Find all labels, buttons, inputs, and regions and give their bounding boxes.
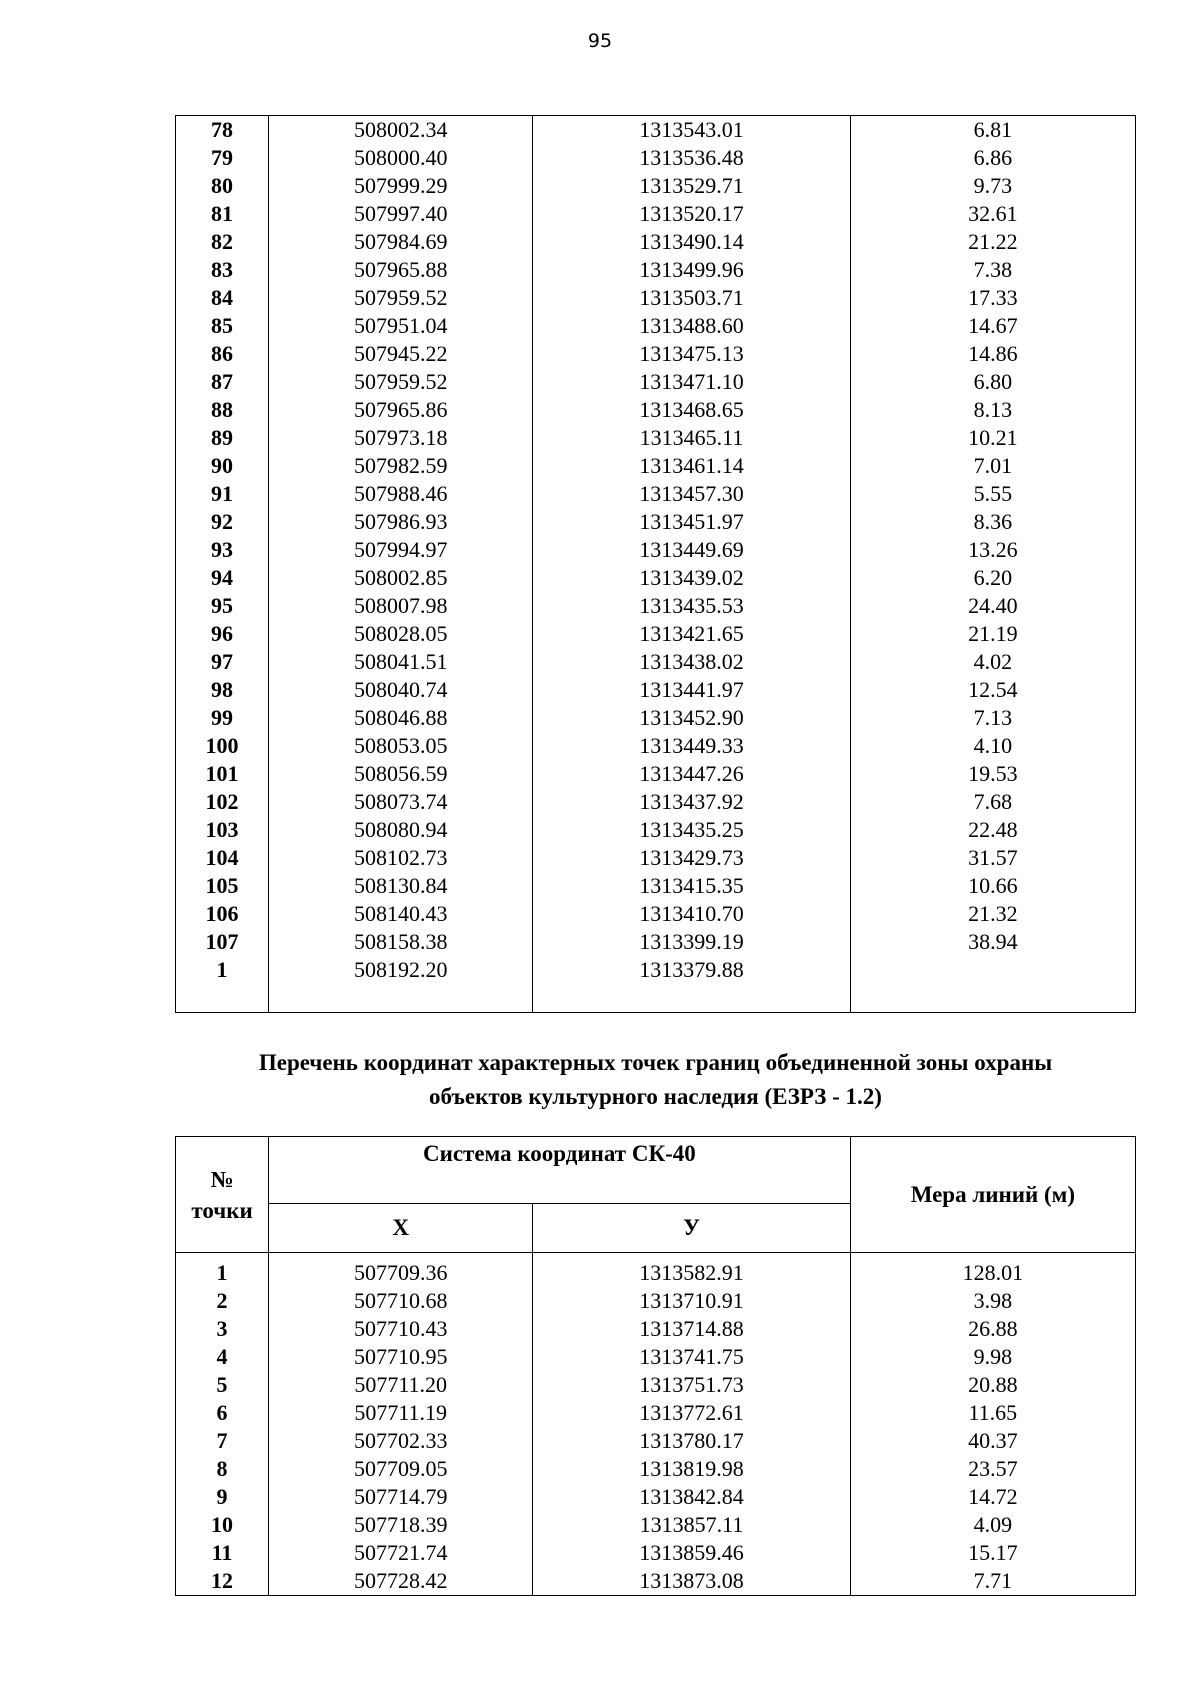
x-coordinate-cell: 508102.73: [269, 844, 533, 872]
y-coordinate-cell: 1313438.02: [533, 648, 850, 676]
line-length-cell: 10.66: [850, 872, 1135, 900]
point-number-cell: 94: [176, 564, 269, 592]
y-coordinate-cell: 1313499.96: [533, 256, 850, 284]
point-number-cell: 81: [176, 200, 269, 228]
x-column-header: Х: [269, 1204, 533, 1253]
point-number-cell: 84: [176, 284, 269, 312]
y-coordinate-cell: 1313857.11: [533, 1511, 850, 1539]
y-coordinate-cell: 1313873.08: [533, 1567, 850, 1596]
point-number-cell: 93: [176, 536, 269, 564]
point-number-cell: 100: [176, 732, 269, 760]
x-coordinate-cell: 508140.43: [269, 900, 533, 928]
point-number-header: [176, 1137, 269, 1253]
y-coordinate-cell: 1313437.92: [533, 788, 850, 816]
line-length-cell: 38.94: [850, 928, 1135, 956]
point-number-cell: 86: [176, 340, 269, 368]
point-number-cell: 1: [176, 956, 269, 984]
x-coordinate-cell: 507965.88: [269, 256, 533, 284]
line-length-cell: 4.02: [850, 648, 1135, 676]
table-row: [176, 1511, 1136, 1539]
line-length-cell: 7.01: [850, 452, 1135, 480]
x-coordinate-cell: 508002.34: [269, 116, 533, 145]
point-number-cell: 106: [176, 900, 269, 928]
empty-cell: [850, 984, 1135, 1013]
table-row: [176, 1371, 1136, 1399]
table-row: [176, 144, 1136, 172]
table-row: [176, 452, 1136, 480]
x-coordinate-cell: 507965.86: [269, 396, 533, 424]
point-number-cell: 103: [176, 816, 269, 844]
table-row: [176, 368, 1136, 396]
point-number-cell: 2: [176, 1287, 269, 1315]
point-number-cell: 6: [176, 1399, 269, 1427]
x-coordinate-cell: 507984.69: [269, 228, 533, 256]
line-length-cell: 7.68: [850, 788, 1135, 816]
x-coordinate-cell: 508041.51: [269, 648, 533, 676]
table-row: [176, 592, 1136, 620]
point-number-cell: 99: [176, 704, 269, 732]
heading-line-2: объектов культурного наследия (ЕЗРЗ - 1.2): [429, 1084, 882, 1109]
table-row: [176, 1567, 1136, 1596]
table-row: [176, 480, 1136, 508]
table-row: [176, 172, 1136, 200]
line-length-cell: 128.01: [850, 1253, 1135, 1288]
table-row: [176, 284, 1136, 312]
table-row: [176, 508, 1136, 536]
table-row: [176, 676, 1136, 704]
y-coordinate-cell: 1313451.97: [533, 508, 850, 536]
y-coordinate-cell: 1313421.65: [533, 620, 850, 648]
table-row: [176, 760, 1136, 788]
point-number-cell: 107: [176, 928, 269, 956]
table-row: [176, 1483, 1136, 1511]
line-length-cell: 6.81: [850, 116, 1135, 145]
y-coordinate-cell: 1313379.88: [533, 956, 850, 984]
x-coordinate-cell: 508046.88: [269, 704, 533, 732]
table-row: [176, 1539, 1136, 1567]
line-length-cell: 8.13: [850, 396, 1135, 424]
x-coordinate-cell: 507718.39: [269, 1511, 533, 1539]
line-length-cell: 6.80: [850, 368, 1135, 396]
point-number-cell: 9: [176, 1483, 269, 1511]
y-coordinate-cell: 1313710.91: [533, 1287, 850, 1315]
point-number-cell: 88: [176, 396, 269, 424]
line-length-cell: 11.65: [850, 1399, 1135, 1427]
x-coordinate-cell: 508056.59: [269, 760, 533, 788]
x-coordinate-cell: 507994.97: [269, 536, 533, 564]
table-row: [176, 1287, 1136, 1315]
empty-cell: [176, 984, 269, 1013]
x-coordinate-cell: 507959.52: [269, 368, 533, 396]
empty-cell: [269, 984, 533, 1013]
y-coordinate-cell: 1313429.73: [533, 844, 850, 872]
point-number-cell: 85: [176, 312, 269, 340]
table-row: [176, 620, 1136, 648]
line-length-cell: 14.67: [850, 312, 1135, 340]
x-coordinate-cell: 507710.95: [269, 1343, 533, 1371]
point-number-header-line-1: №: [210, 1166, 234, 1192]
x-coordinate-cell: 507709.05: [269, 1455, 533, 1483]
y-coordinate-cell: 1313714.88: [533, 1315, 850, 1343]
x-coordinate-cell: 508053.05: [269, 732, 533, 760]
point-number-cell: 7: [176, 1427, 269, 1455]
table-row: [176, 424, 1136, 452]
table-row: [176, 900, 1136, 928]
y-coordinate-cell: 1313465.11: [533, 424, 850, 452]
point-number-cell: 3: [176, 1315, 269, 1343]
y-coordinate-cell: 1313780.17: [533, 1427, 850, 1455]
table-row: [176, 1343, 1136, 1371]
point-number-cell: 92: [176, 508, 269, 536]
x-coordinate-cell: 507728.42: [269, 1567, 533, 1596]
point-number-cell: 97: [176, 648, 269, 676]
x-coordinate-cell: 508130.84: [269, 872, 533, 900]
y-coordinate-cell: 1313435.25: [533, 816, 850, 844]
table-row: [176, 312, 1136, 340]
y-coordinate-cell: 1313859.46: [533, 1539, 850, 1567]
line-length-cell: 9.73: [850, 172, 1135, 200]
x-coordinate-cell: 507711.20: [269, 1371, 533, 1399]
x-coordinate-cell: 508158.38: [269, 928, 533, 956]
line-length-cell: 21.22: [850, 228, 1135, 256]
line-length-cell: 20.88: [850, 1371, 1135, 1399]
point-number-cell: 8: [176, 1455, 269, 1483]
y-coordinate-cell: 1313415.35: [533, 872, 850, 900]
table-row: [176, 928, 1136, 956]
y-coordinate-cell: 1313471.10: [533, 368, 850, 396]
point-number-cell: 91: [176, 480, 269, 508]
table-row: [176, 228, 1136, 256]
line-length-cell: 19.53: [850, 760, 1135, 788]
y-coordinate-cell: 1313582.91: [533, 1253, 850, 1288]
y-coordinate-cell: 1313439.02: [533, 564, 850, 592]
table-row: [176, 396, 1136, 424]
coordinates-table-body: [176, 1253, 1136, 1596]
x-coordinate-cell: 507945.22: [269, 340, 533, 368]
x-coordinate-cell: 507986.93: [269, 508, 533, 536]
x-coordinate-cell: 507709.36: [269, 1253, 533, 1288]
x-coordinate-cell: 508040.74: [269, 676, 533, 704]
point-number-header-line-2: точки: [191, 1197, 253, 1223]
table-row: [176, 1427, 1136, 1455]
line-length-cell: 26.88: [850, 1315, 1135, 1343]
y-coordinate-cell: 1313457.30: [533, 480, 850, 508]
x-coordinate-cell: 508007.98: [269, 592, 533, 620]
point-number-cell: 82: [176, 228, 269, 256]
coordinates-table-ezrz: [175, 1136, 1136, 1596]
point-number-cell: 11: [176, 1539, 269, 1567]
x-coordinate-cell: 507951.04: [269, 312, 533, 340]
table-heading: [175, 1046, 1136, 1114]
table-header: [176, 1137, 1136, 1253]
line-length-cell: 12.54: [850, 676, 1135, 704]
line-length-cell: 15.17: [850, 1539, 1135, 1567]
line-length-cell: 7.71: [850, 1567, 1135, 1596]
heading-line-1: Перечень координат характерных точек границ объединенной зоны охраны: [258, 1050, 1053, 1075]
x-coordinate-cell: 507710.68: [269, 1287, 533, 1315]
y-coordinate-cell: 1313447.26: [533, 760, 850, 788]
line-length-cell: 24.40: [850, 592, 1135, 620]
point-number-cell: 4: [176, 1343, 269, 1371]
point-number-cell: 101: [176, 760, 269, 788]
x-coordinate-cell: 508000.40: [269, 144, 533, 172]
table-row: [176, 732, 1136, 760]
table-row: [176, 564, 1136, 592]
table-row: [176, 340, 1136, 368]
y-coordinate-cell: 1313543.01: [533, 116, 850, 145]
x-coordinate-cell: 507997.40: [269, 200, 533, 228]
line-length-cell: 14.72: [850, 1483, 1135, 1511]
x-coordinate-cell: 507988.46: [269, 480, 533, 508]
table-row: [176, 1315, 1136, 1343]
line-length-cell: 17.33: [850, 284, 1135, 312]
line-length-cell: 10.21: [850, 424, 1135, 452]
y-coordinate-cell: 1313536.48: [533, 144, 850, 172]
x-coordinate-cell: 507959.52: [269, 284, 533, 312]
x-coordinate-cell: 507982.59: [269, 452, 533, 480]
table-row: [176, 1253, 1136, 1288]
y-coordinate-cell: 1313488.60: [533, 312, 850, 340]
line-length-cell: 6.20: [850, 564, 1135, 592]
y-coordinate-cell: 1313520.17: [533, 200, 850, 228]
x-coordinate-cell: 507999.29: [269, 172, 533, 200]
coordinate-system-header: Система координат СК-40: [269, 1137, 851, 1204]
table-row: [176, 648, 1136, 676]
line-length-cell: 8.36: [850, 508, 1135, 536]
coordinates-table-body: [176, 116, 1136, 1013]
table-row: [176, 704, 1136, 732]
point-number-cell: 79: [176, 144, 269, 172]
point-number-cell: 95: [176, 592, 269, 620]
point-number-cell: 89: [176, 424, 269, 452]
y-coordinate-cell: 1313441.97: [533, 676, 850, 704]
point-number-cell: 102: [176, 788, 269, 816]
point-number-cell: 98: [176, 676, 269, 704]
y-coordinate-cell: 1313452.90: [533, 704, 850, 732]
line-length-cell: 14.86: [850, 340, 1135, 368]
line-length-cell: 23.57: [850, 1455, 1135, 1483]
y-coordinate-cell: 1313503.71: [533, 284, 850, 312]
x-coordinate-cell: 508028.05: [269, 620, 533, 648]
x-coordinate-cell: 507973.18: [269, 424, 533, 452]
line-length-cell: 5.55: [850, 480, 1135, 508]
table-row: [176, 788, 1136, 816]
y-column-header: У: [533, 1204, 850, 1253]
point-number-cell: 10: [176, 1511, 269, 1539]
x-coordinate-cell: 508192.20: [269, 956, 533, 984]
table-row: [176, 1455, 1136, 1483]
x-coordinate-cell: 508080.94: [269, 816, 533, 844]
line-length-cell: 22.48: [850, 816, 1135, 844]
point-number-cell: 96: [176, 620, 269, 648]
line-length-cell: 31.57: [850, 844, 1135, 872]
line-length-cell: 3.98: [850, 1287, 1135, 1315]
y-coordinate-cell: 1313490.14: [533, 228, 850, 256]
x-coordinate-cell: 508002.85: [269, 564, 533, 592]
y-coordinate-cell: 1313410.70: [533, 900, 850, 928]
coordinates-table-continued: [175, 115, 1136, 1013]
line-length-cell: 40.37: [850, 1427, 1135, 1455]
line-length-cell: 7.13: [850, 704, 1135, 732]
table-row: [176, 1399, 1136, 1427]
y-coordinate-cell: 1313772.61: [533, 1399, 850, 1427]
table-row: [176, 844, 1136, 872]
table-row: [176, 256, 1136, 284]
line-length-cell: 4.10: [850, 732, 1135, 760]
point-number-cell: 78: [176, 116, 269, 145]
point-number-cell: 105: [176, 872, 269, 900]
line-length-cell: 13.26: [850, 536, 1135, 564]
y-coordinate-cell: 1313468.65: [533, 396, 850, 424]
point-number-cell: 80: [176, 172, 269, 200]
y-coordinate-cell: 1313529.71: [533, 172, 850, 200]
point-number-cell: 104: [176, 844, 269, 872]
x-coordinate-cell: 507721.74: [269, 1539, 533, 1567]
x-coordinate-cell: 507710.43: [269, 1315, 533, 1343]
table-row: [176, 816, 1136, 844]
line-length-cell: 32.61: [850, 200, 1135, 228]
y-coordinate-cell: 1313399.19: [533, 928, 850, 956]
y-coordinate-cell: 1313842.84: [533, 1483, 850, 1511]
x-coordinate-cell: 508073.74: [269, 788, 533, 816]
y-coordinate-cell: 1313751.73: [533, 1371, 850, 1399]
line-length-header: Мера линий (м): [850, 1137, 1135, 1253]
point-number-cell: 1: [176, 1253, 269, 1288]
table-row: [176, 116, 1136, 145]
line-length-cell: [850, 956, 1135, 984]
x-coordinate-cell: 507702.33: [269, 1427, 533, 1455]
x-coordinate-cell: 507714.79: [269, 1483, 533, 1511]
point-number-cell: 83: [176, 256, 269, 284]
table-row-empty: [176, 984, 1136, 1013]
line-length-cell: 21.19: [850, 620, 1135, 648]
point-number-cell: 5: [176, 1371, 269, 1399]
y-coordinate-cell: 1313819.98: [533, 1455, 850, 1483]
y-coordinate-cell: 1313461.14: [533, 452, 850, 480]
empty-cell: [533, 984, 850, 1013]
y-coordinate-cell: 1313435.53: [533, 592, 850, 620]
y-coordinate-cell: 1313449.33: [533, 732, 850, 760]
line-length-cell: 9.98: [850, 1343, 1135, 1371]
line-length-cell: 4.09: [850, 1511, 1135, 1539]
table-row: [176, 872, 1136, 900]
table-row: [176, 536, 1136, 564]
point-number-cell: 87: [176, 368, 269, 396]
y-coordinate-cell: 1313741.75: [533, 1343, 850, 1371]
x-coordinate-cell: 507711.19: [269, 1399, 533, 1427]
point-number-cell: 12: [176, 1567, 269, 1596]
y-coordinate-cell: 1313449.69: [533, 536, 850, 564]
line-length-cell: 7.38: [850, 256, 1135, 284]
line-length-cell: 6.86: [850, 144, 1135, 172]
table-row: [176, 956, 1136, 984]
y-coordinate-cell: 1313475.13: [533, 340, 850, 368]
line-length-cell: 21.32: [850, 900, 1135, 928]
page-number: 95: [587, 30, 613, 52]
point-number-cell: 90: [176, 452, 269, 480]
table-row: [176, 200, 1136, 228]
